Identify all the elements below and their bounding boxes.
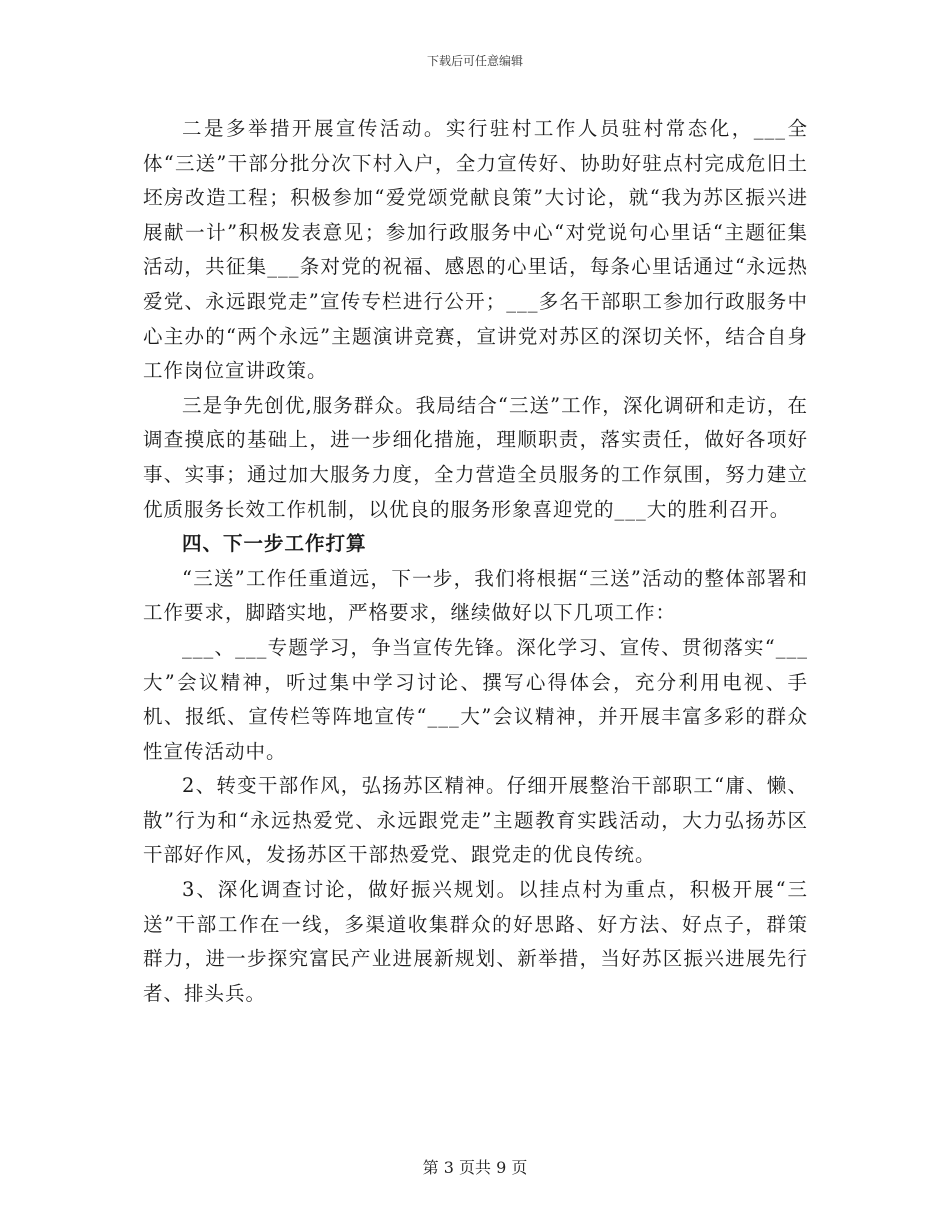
paragraph-item-2-work-style: 2、转变干部作风，弘扬苏区精神。仔细开展整治干部职工“庸、懒、散”行为和“永远热爱党、永远跟党走”主题教育实践活动，大力弘扬苏区干部好作风，发扬苏区干部热爱党、跟党走的优良传统。 <box>143 774 808 867</box>
paragraph-item-3-research-planning: 3、深化调查讨论，做好振兴规划。以挂点村为重点，积极开展“三送”干部工作在一线，多渠道收集群众的好思路、好方法、好点子，群策群力，进一步探究富民产业进展新规划、新举措，当好苏区振兴进展先行者、排头兵。 <box>143 878 808 1005</box>
paragraph-serve-masses: 三是争先创优,服务群众。我局结合“三送”工作，深化调研和走访，在调查摸底的基础上，进一步细化措施，理顺职责，落实责任，做好各项好事、实事；通过加大服务力度，全力营造全员服务的工作氛围，努力建立优质服务长效工作机制，以优良的服务形象喜迎党的___大的胜利召开。 <box>143 393 808 521</box>
section-heading-next-steps: 四、下一步工作打算 <box>182 532 367 556</box>
page-number-footer: 第 3 页共 9 页 <box>422 1158 528 1177</box>
paragraph-next-steps-intro: “三送”工作任重道远，下一步，我们将根据“三送”活动的整体部署和工作要求，脚踏实地，严格要求，继续做好以下几项工作： <box>143 566 808 625</box>
document-body <box>143 112 808 1011</box>
paragraph-publicity-activities: 二是多举措开展宣传活动。实行驻村工作人员驻村常态化，___全体“三送”干部分批分次下村入户，全力宣传好、协助好驻点村完成危旧土坯房改造工程；积极参加“爱党颂党献良策”大讨论，就“我为苏区振兴进展献一计”积极发表意见；参加行政服务中心“对党说句心里话“主题征集活动，共征集___条对党的祝福、感恩的心里话，每条心里话通过“永远热爱党、永远跟党走”宣传专栏进行公开；___多名干部职工参加行政服务中心主办的“两个永远”主题演讲竞赛，宣讲党对苏区的深切关怀，结合自身工作岗位宣讲政策。 <box>143 117 808 383</box>
paragraph-item-1-study: ___、___专题学习，争当宣传先锋。深化学习、宣传、贯彻落实“___大”会议精神，听过集中学习讨论、撰写心得体会，充分利用电视、手机、报纸、宣传栏等阵地宣传“___大”会议精神，并开展丰富多彩的群众性宣传活动中。 <box>143 635 808 763</box>
page-header-note: 下载后可任意编辑 <box>426 54 523 68</box>
